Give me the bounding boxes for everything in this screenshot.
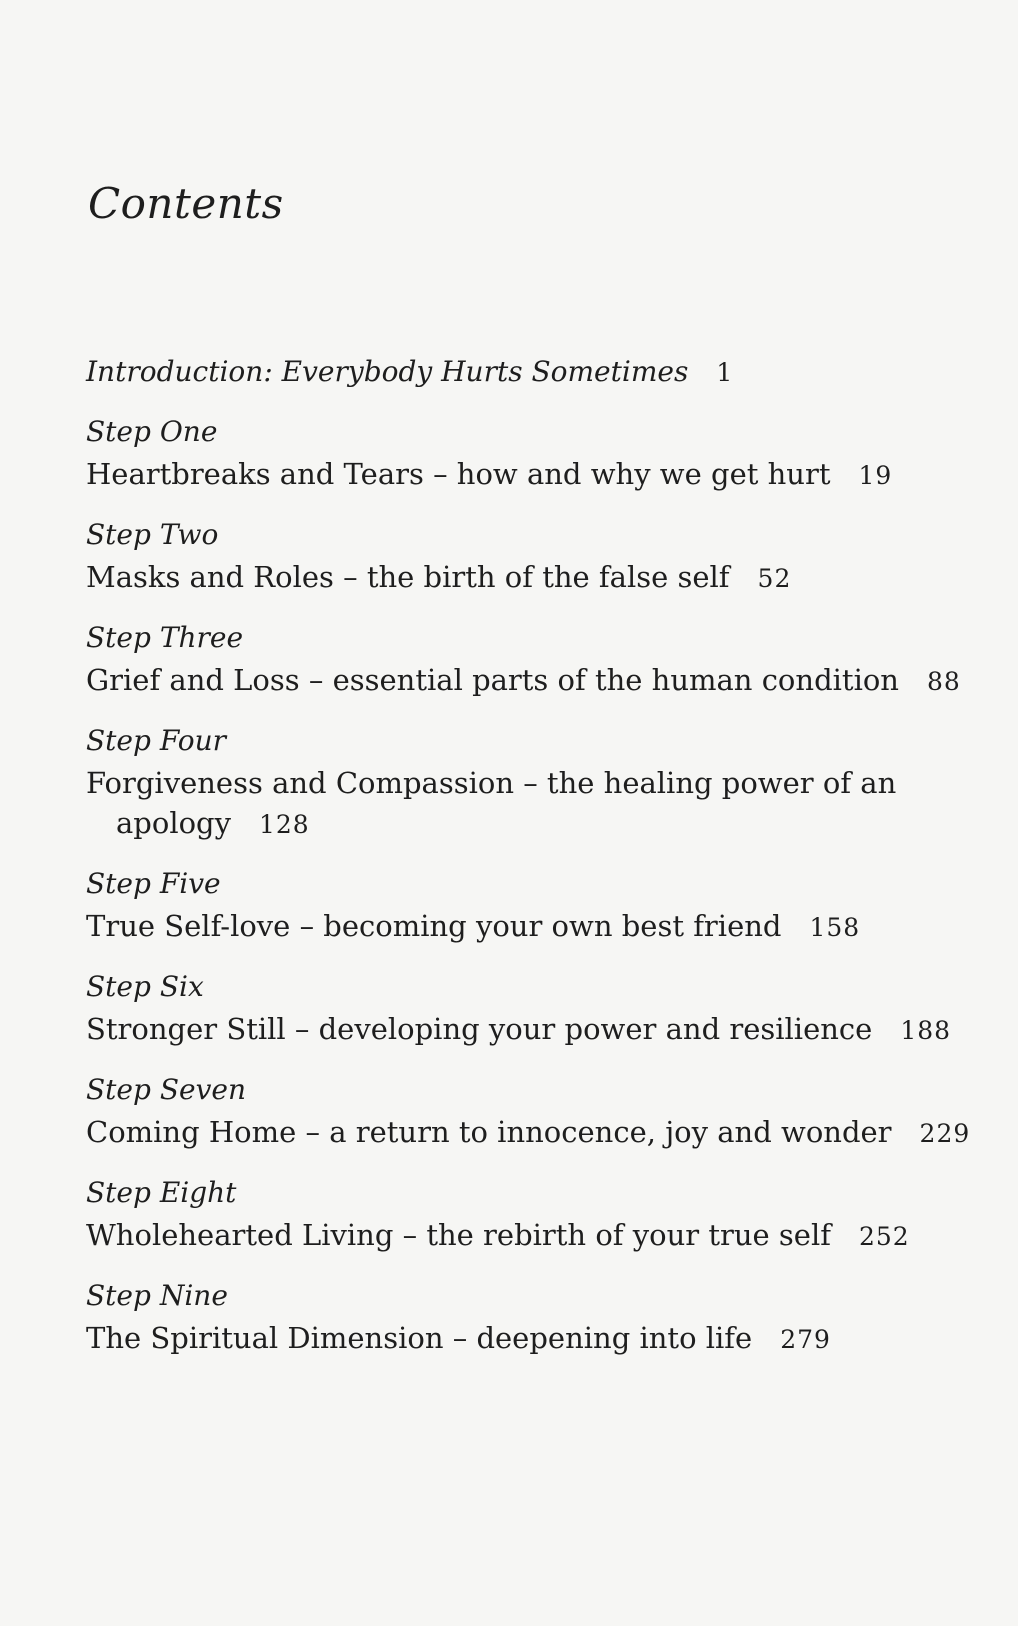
chapter-title: Stronger Still – developing your power and resilience	[86, 1012, 873, 1046]
step-label: Step Seven	[86, 1073, 247, 1106]
chapter-title: Masks and Roles – the birth of the false self	[86, 560, 730, 594]
introduction-label: Introduction: Everybody Hurts Sometimes	[86, 355, 689, 388]
page-number: 229	[919, 1119, 971, 1148]
toc-entry-step-three	[86, 620, 966, 702]
page-number: 88	[926, 667, 961, 696]
chapter-title-continued: apology	[116, 806, 231, 840]
step-label: Step Five	[86, 867, 221, 900]
step-label: Step Two	[86, 518, 219, 551]
page-number: 128	[259, 810, 310, 839]
page-number: 1	[716, 358, 734, 387]
chapter-title: Coming Home – a return to innocence, joy and wonder	[86, 1115, 892, 1149]
toc-entry-step-seven	[86, 1072, 971, 1154]
step-label: Step Six	[86, 970, 204, 1003]
page-title: Contents	[88, 179, 284, 228]
step-label: Step Nine	[86, 1279, 228, 1312]
page-number: 188	[900, 1016, 952, 1045]
step-label: Step Four	[86, 724, 226, 757]
toc-entry-introduction	[86, 352, 966, 393]
toc-entry-step-two	[86, 517, 966, 599]
page-number: 158	[809, 913, 861, 942]
chapter-title: Heartbreaks and Tears – how and why we get hurt	[86, 457, 831, 491]
toc-entry-step-five	[86, 866, 966, 948]
chapter-title: Forgiveness and Compassion – the healing power of an	[86, 766, 897, 800]
step-label: Step Eight	[86, 1176, 237, 1209]
chapter-title: Grief and Loss – essential parts of the human condition	[86, 663, 899, 697]
page-number: 279	[780, 1325, 831, 1354]
page-number: 52	[757, 564, 792, 593]
step-label: Step One	[86, 415, 218, 448]
toc-entry-step-six	[86, 969, 966, 1051]
chapter-title: The Spiritual Dimension – deepening into life	[86, 1321, 753, 1355]
step-label: Step Three	[86, 621, 244, 654]
toc-entry-step-nine	[86, 1278, 966, 1360]
page-number: 252	[858, 1222, 910, 1251]
page-number: 19	[858, 461, 893, 490]
toc-entry-step-four	[86, 723, 966, 845]
toc-entry-step-eight	[86, 1175, 966, 1257]
chapter-title: True Self-love – becoming your own best friend	[86, 909, 782, 943]
toc-entry-step-one	[86, 414, 966, 496]
chapter-title: Wholehearted Living – the rebirth of your true self	[86, 1218, 831, 1252]
